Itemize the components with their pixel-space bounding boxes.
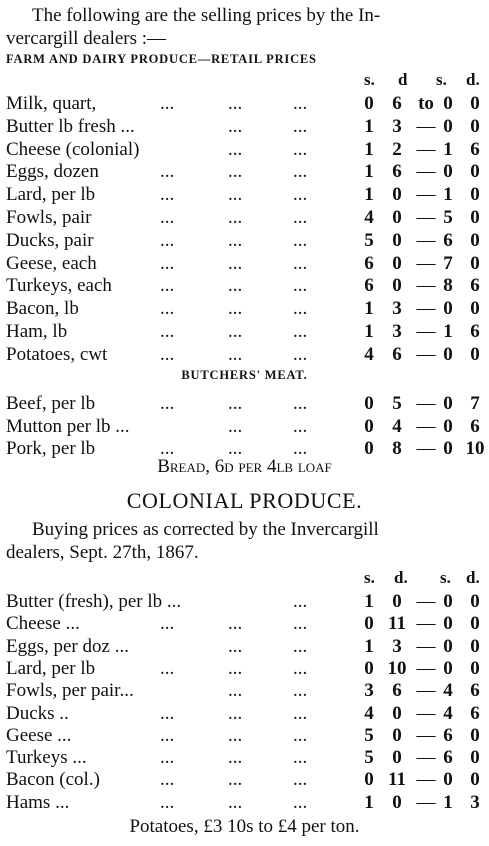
- shillings-high: 5: [443, 207, 453, 228]
- shillings-low: 1: [364, 184, 374, 206]
- price-row: [0, 702, 489, 725]
- leader-dots: ...: [160, 657, 175, 679]
- price-row: [0, 297, 489, 320]
- pence-low: 6: [392, 93, 402, 114]
- pence-low: 6: [392, 161, 402, 183]
- potatoes-per-ton-note: Potatoes, £3 10s to £4 per ton.: [129, 816, 360, 837]
- pence-high: 0: [470, 613, 480, 635]
- shillings-low: 0: [364, 438, 374, 459]
- leader-dots: ...: [228, 229, 243, 251]
- pence-low: 0: [392, 252, 402, 274]
- intro-paragraph: [6, 4, 484, 50]
- range-separator: —: [416, 184, 436, 206]
- item-label: Ham, lb: [6, 321, 68, 342]
- intro-line-1: The following are the selling prices by the In-: [32, 5, 381, 26]
- shillings-low: 0: [364, 613, 374, 635]
- leader-dots: ...: [160, 93, 175, 114]
- leader-dots: ...: [228, 702, 243, 724]
- item-label: Mutton per lb ...: [6, 415, 130, 437]
- item-label: Potatoes, cwt: [6, 343, 108, 365]
- item-label: Cheese ...: [6, 613, 80, 635]
- pence-low: 5: [392, 393, 402, 414]
- leader-dots: ...: [293, 161, 308, 183]
- pence-high: 7: [470, 393, 480, 414]
- shillings-high: 0: [443, 115, 453, 137]
- pence-low: 11: [388, 613, 406, 635]
- pence-low: 0: [392, 591, 402, 612]
- leader-dots: ...: [293, 702, 308, 724]
- pence-high: 0: [470, 207, 480, 228]
- price-row: [0, 138, 489, 161]
- price-row: [0, 679, 489, 702]
- item-label: Ducks ..: [6, 702, 69, 724]
- leader-dots: ...: [293, 229, 308, 251]
- leader-dots: ...: [293, 184, 308, 206]
- pence-low: 10: [387, 657, 407, 679]
- pence-low: 6: [392, 343, 402, 365]
- bread-note: [0, 456, 489, 478]
- pence-high: 0: [470, 115, 480, 137]
- leader-dots: ...: [293, 613, 308, 635]
- leader-dots: ...: [228, 393, 243, 414]
- leader-dots: ...: [293, 298, 308, 320]
- leader-dots: ...: [160, 161, 175, 183]
- pence-high: 0: [470, 184, 480, 206]
- price-row: [0, 612, 489, 635]
- retail-col-shillings-2: s.: [436, 70, 447, 89]
- range-separator: —: [416, 702, 436, 724]
- pence-high: 3: [470, 791, 480, 813]
- leader-dots: ...: [228, 93, 243, 114]
- range-separator: —: [416, 747, 436, 769]
- leader-dots: ...: [293, 724, 308, 746]
- retail-col-pence-1: d: [398, 70, 408, 89]
- leader-dots: ...: [160, 275, 175, 297]
- leader-dots: ...: [160, 747, 175, 769]
- shillings-high: 0: [443, 93, 453, 114]
- shillings-high: 1: [443, 138, 453, 160]
- colonial-produce-title: COLONIAL PRODUCE.: [126, 488, 363, 513]
- item-label: Bacon, lb: [6, 298, 79, 320]
- leader-dots: ...: [160, 724, 175, 746]
- price-row: [0, 229, 489, 252]
- leader-dots: ...: [228, 635, 243, 657]
- price-row: [0, 791, 489, 814]
- leader-dots: ...: [293, 657, 308, 679]
- buying-col-shillings-1: s.: [364, 568, 375, 587]
- price-row: [0, 206, 489, 229]
- item-label: Turkeys ...: [6, 747, 87, 769]
- leader-dots: ...: [160, 207, 175, 228]
- item-label: Butter lb fresh ...: [6, 115, 135, 137]
- leader-dots: ...: [228, 343, 243, 365]
- range-separator: —: [416, 321, 436, 342]
- shillings-low: 4: [364, 207, 374, 228]
- range-separator: —: [416, 343, 436, 365]
- item-label: Bacon (col.): [6, 769, 100, 791]
- shillings-low: 1: [364, 161, 374, 183]
- leader-dots: ...: [160, 184, 175, 206]
- leader-dots: ...: [228, 747, 243, 769]
- shillings-low: 0: [364, 657, 374, 679]
- retail-col-shillings-1: s.: [364, 70, 375, 89]
- pence-low: 3: [392, 321, 402, 342]
- pence-low: 0: [392, 229, 402, 251]
- shillings-low: 6: [364, 275, 374, 297]
- range-separator: —: [416, 769, 436, 791]
- price-row: [0, 392, 489, 415]
- shillings-low: 6: [364, 252, 374, 274]
- range-separator: —: [416, 613, 436, 635]
- buying-col-pence-2: d.: [466, 568, 480, 587]
- range-separator: —: [416, 207, 436, 228]
- leader-dots: ...: [160, 343, 175, 365]
- leader-dots: ...: [228, 613, 243, 635]
- price-row: [0, 415, 489, 438]
- price-row: [0, 746, 489, 769]
- bread-note-text: Bread, 6d per 4lb loaf: [157, 456, 332, 477]
- leader-dots: ...: [160, 229, 175, 251]
- item-label: Fowls, pair: [6, 207, 92, 228]
- leader-dots: ...: [228, 115, 243, 137]
- range-separator: —: [416, 298, 436, 320]
- item-label: Milk, quart,: [6, 93, 97, 114]
- price-row: [0, 320, 489, 343]
- range-separator: —: [416, 438, 436, 459]
- buying-col-pence-1: d.: [394, 568, 408, 587]
- range-separator: —: [416, 138, 436, 160]
- leader-dots: ...: [228, 657, 243, 679]
- price-row: [0, 724, 489, 747]
- leader-dots: ...: [293, 415, 308, 437]
- leader-dots: ...: [293, 275, 308, 297]
- leader-dots: ...: [160, 791, 175, 813]
- item-label: Fowls, per pair...: [6, 680, 134, 702]
- leader-dots: ...: [293, 93, 308, 114]
- leader-dots: ...: [293, 680, 308, 702]
- leader-dots: ...: [228, 275, 243, 297]
- leader-dots: ...: [293, 635, 308, 657]
- leader-dots: ...: [293, 252, 308, 274]
- pence-low: 0: [392, 791, 402, 813]
- leader-dots: ...: [160, 702, 175, 724]
- shillings-high: 0: [443, 161, 453, 183]
- range-separator: —: [416, 393, 436, 414]
- shillings-low: 1: [364, 115, 374, 137]
- pence-high: 0: [470, 161, 480, 183]
- pence-high: 0: [470, 252, 480, 274]
- shillings-low: 0: [364, 769, 374, 791]
- leader-dots: ...: [228, 415, 243, 437]
- shillings-high: 0: [443, 635, 453, 657]
- retail-prices-heading: FARM AND DAIRY PRODUCE—RETAIL PRICES: [6, 52, 317, 66]
- shillings-high: 1: [443, 791, 453, 813]
- item-label: Pork, per lb: [6, 438, 96, 459]
- shillings-low: 5: [364, 724, 374, 746]
- range-separator: —: [416, 635, 436, 657]
- pence-high: 0: [470, 724, 480, 746]
- leader-dots: ...: [228, 161, 243, 183]
- pence-high: 0: [470, 657, 480, 679]
- shillings-low: 5: [364, 229, 374, 251]
- shillings-low: 4: [364, 343, 374, 365]
- range-separator: to: [418, 93, 434, 114]
- range-separator: —: [416, 229, 436, 251]
- item-label: Geese, each: [6, 252, 97, 274]
- price-row: [0, 92, 489, 115]
- shillings-low: 4: [364, 702, 374, 724]
- range-separator: —: [416, 161, 436, 183]
- price-row: [0, 115, 489, 138]
- leader-dots: ...: [228, 207, 243, 228]
- pence-high: 6: [470, 138, 480, 160]
- pence-high: 0: [470, 591, 480, 612]
- pence-high: 6: [470, 680, 480, 702]
- leader-dots: ...: [160, 393, 175, 414]
- shillings-low: 1: [364, 298, 374, 320]
- pence-high: 0: [470, 747, 480, 769]
- pence-low: 2: [392, 138, 402, 160]
- shillings-high: 0: [443, 613, 453, 635]
- leader-dots: ...: [228, 184, 243, 206]
- pence-high: 0: [470, 229, 480, 251]
- leader-dots: ...: [228, 680, 243, 702]
- leader-dots: ...: [228, 769, 243, 791]
- leader-dots: ...: [293, 747, 308, 769]
- pence-high: 6: [470, 275, 480, 297]
- shillings-high: 0: [443, 438, 453, 459]
- shillings-low: 1: [364, 138, 374, 160]
- leader-dots: ...: [293, 321, 308, 342]
- shillings-low: 0: [364, 393, 374, 414]
- shillings-high: 0: [443, 343, 453, 365]
- leader-dots: ...: [293, 591, 308, 612]
- pence-low: 6: [392, 680, 402, 702]
- shillings-low: 1: [364, 591, 374, 612]
- range-separator: —: [416, 680, 436, 702]
- shillings-high: 6: [443, 724, 453, 746]
- buying-intro-line-2: dealers, Sept. 27th, 1867.: [6, 542, 199, 563]
- item-label: Lard, per lb: [6, 184, 96, 206]
- leader-dots: ...: [228, 791, 243, 813]
- pence-high: 0: [470, 298, 480, 320]
- leader-dots: ...: [293, 138, 308, 160]
- pence-high: 0: [470, 93, 480, 114]
- butchers-meat-heading: BUTCHERS' MEAT.: [181, 368, 308, 382]
- intro-line-2: vercargill dealers :—: [6, 28, 167, 49]
- shillings-high: 0: [443, 591, 453, 612]
- pence-high: 6: [470, 415, 480, 437]
- range-separator: —: [416, 275, 436, 297]
- shillings-high: 6: [443, 229, 453, 251]
- leader-dots: ...: [293, 769, 308, 791]
- leader-dots: ...: [293, 115, 308, 137]
- shillings-high: 6: [443, 747, 453, 769]
- shillings-high: 0: [443, 298, 453, 320]
- leader-dots: ...: [160, 298, 175, 320]
- range-separator: —: [416, 657, 436, 679]
- price-row: [0, 252, 489, 275]
- leader-dots: ...: [160, 321, 175, 342]
- pence-low: 0: [392, 207, 402, 228]
- price-row: [0, 590, 489, 613]
- pence-low: 0: [392, 747, 402, 769]
- pence-high: 6: [470, 321, 480, 342]
- range-separator: —: [416, 115, 436, 137]
- shillings-high: 0: [443, 769, 453, 791]
- price-row: [0, 635, 489, 658]
- shillings-high: 7: [443, 252, 453, 274]
- pence-low: 11: [388, 769, 406, 791]
- item-label: Ducks, pair: [6, 229, 94, 251]
- pence-low: 3: [392, 298, 402, 320]
- buying-intro-paragraph: [6, 518, 484, 564]
- item-label: Cheese (colonial): [6, 138, 140, 160]
- pence-low: 3: [392, 115, 402, 137]
- shillings-high: 0: [443, 657, 453, 679]
- leader-dots: ...: [160, 438, 175, 459]
- item-label: Beef, per lb: [6, 393, 96, 414]
- buying-intro-line-1: Buying prices as corrected by the Invercargill: [32, 519, 379, 540]
- pence-low: 0: [392, 184, 402, 206]
- pence-high: 0: [470, 635, 480, 657]
- leader-dots: ...: [293, 343, 308, 365]
- range-separator: —: [416, 791, 436, 813]
- pence-low: 0: [392, 275, 402, 297]
- leader-dots: ...: [160, 613, 175, 635]
- shillings-low: 1: [364, 791, 374, 813]
- shillings-low: 1: [364, 635, 374, 657]
- item-label: Turkeys, each: [6, 275, 112, 297]
- shillings-high: 0: [443, 393, 453, 414]
- leader-dots: ...: [228, 298, 243, 320]
- pence-low: 8: [392, 438, 402, 459]
- price-row: [0, 768, 489, 791]
- shillings-high: 4: [443, 702, 453, 724]
- pence-high: 0: [470, 343, 480, 365]
- item-label: Hams ...: [6, 791, 70, 813]
- pence-low: 0: [392, 724, 402, 746]
- shillings-low: 1: [364, 321, 374, 342]
- leader-dots: ...: [228, 438, 243, 459]
- price-row: [0, 183, 489, 206]
- price-row: [0, 160, 489, 183]
- price-row: [0, 343, 489, 366]
- shillings-low: 3: [364, 680, 374, 702]
- pence-high: 6: [470, 702, 480, 724]
- price-row: [0, 657, 489, 680]
- leader-dots: ...: [228, 321, 243, 342]
- range-separator: —: [416, 415, 436, 437]
- shillings-high: 8: [443, 275, 453, 297]
- item-label: Eggs, per doz ...: [6, 635, 129, 657]
- price-row: [0, 274, 489, 297]
- buying-col-shillings-2: s.: [440, 568, 451, 587]
- leader-dots: ...: [293, 438, 308, 459]
- leader-dots: ...: [228, 724, 243, 746]
- range-separator: —: [416, 724, 436, 746]
- leader-dots: ...: [160, 252, 175, 274]
- shillings-low: 0: [364, 93, 374, 114]
- shillings-high: 0: [443, 415, 453, 437]
- item-label: Geese ...: [6, 724, 72, 746]
- leader-dots: ...: [160, 769, 175, 791]
- range-separator: —: [416, 252, 436, 274]
- pence-low: 4: [392, 415, 402, 437]
- item-label: Lard, per lb: [6, 657, 96, 679]
- leader-dots: ...: [293, 791, 308, 813]
- pence-low: 0: [392, 702, 402, 724]
- shillings-high: 1: [443, 184, 453, 206]
- shillings-low: 0: [364, 415, 374, 437]
- pence-high: 0: [470, 769, 480, 791]
- item-label: Butter (fresh), per lb ...: [6, 591, 182, 612]
- leader-dots: ...: [293, 393, 308, 414]
- shillings-high: 4: [443, 680, 453, 702]
- leader-dots: ...: [228, 138, 243, 160]
- pence-low: 3: [392, 635, 402, 657]
- range-separator: —: [416, 591, 436, 612]
- leader-dots: ...: [228, 252, 243, 274]
- retail-col-pence-2: d.: [466, 70, 480, 89]
- shillings-low: 5: [364, 747, 374, 769]
- item-label: Eggs, dozen: [6, 161, 99, 183]
- leader-dots: ...: [293, 207, 308, 228]
- pence-high: 10: [465, 438, 485, 459]
- shillings-high: 1: [443, 321, 453, 342]
